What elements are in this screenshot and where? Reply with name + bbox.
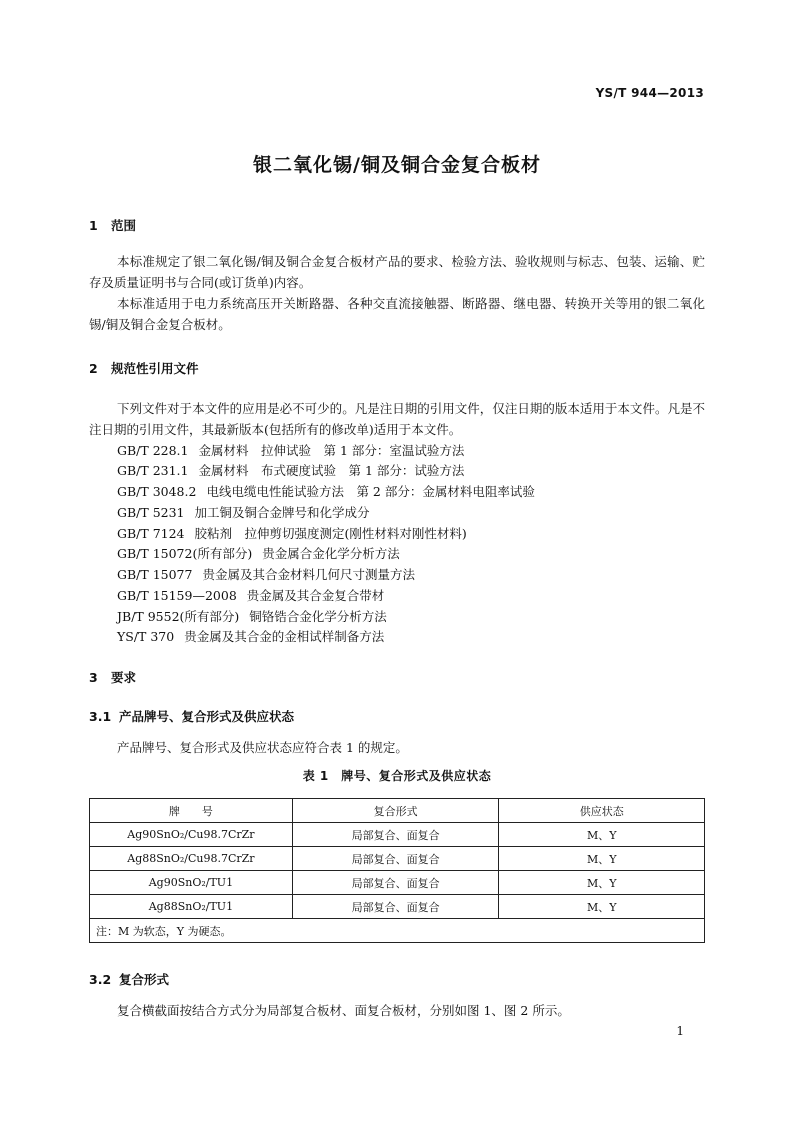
table-cell: Ag90SnO₂/TU1: [90, 871, 293, 895]
references-intro: 下列文件对于本文件的应用是必不可少的。凡是注日期的引用文件，仅注日期的版本适用于本文件。凡是不注日期的引用文件，其最新版本(包括所有的修改单)适用于本文件。: [89, 401, 705, 437]
table-row: [90, 871, 705, 895]
reference-code: GB/T 15077: [117, 567, 193, 582]
reference-item: [117, 523, 467, 544]
table-cell: M、Y: [499, 895, 705, 919]
reference-item: [117, 585, 384, 606]
reference-item: [117, 440, 464, 461]
reference-title: 贵金属及其合金的金相试样制备方法: [184, 629, 385, 644]
reference-code: GB/T 5231: [117, 505, 185, 520]
reference-code: GB/T 15072(所有部分): [117, 546, 253, 561]
reference-code: GB/T 231.1: [117, 463, 189, 478]
reference-code: GB/T 228.1: [117, 443, 189, 458]
table-cell: 局部复合、面复合: [292, 847, 499, 871]
table-cell: M、Y: [499, 871, 705, 895]
table-cell: Ag90SnO₂/Cu98.7CrZr: [90, 823, 293, 847]
table-cell: 局部复合、面复合: [292, 823, 499, 847]
table-row: [90, 895, 705, 919]
reference-item: [117, 606, 387, 627]
standard-code: YS/T 944—2013: [595, 86, 704, 100]
scope-paragraph-1: 本标准规定了银二氧化锡/铜及铜合金复合板材产品的要求、检验方法、验收规则与标志、包装、运输、贮存及质量证明书与合同(或订货单)内容。: [89, 254, 705, 290]
reference-code: GB/T 15159—2008: [117, 588, 237, 603]
subsection-3-1-heading: [89, 707, 294, 725]
reference-title: 电线电缆电性能试验方法 第 2 部分：金属材料电阻率试验: [206, 484, 535, 499]
reference-title: 胶粘剂 拉伸剪切强度测定(刚性材料对刚性材料): [194, 526, 467, 541]
reference-code: JB/T 9552(所有部分): [117, 609, 240, 624]
column-header: 牌 号: [90, 799, 293, 823]
reference-code: GB/T 3048.2: [117, 484, 197, 499]
section-number: 2: [89, 361, 98, 376]
reference-code: GB/T 7124: [117, 526, 185, 541]
reference-item: [117, 543, 400, 564]
reference-title: 金属材料 拉伸试验 第 1 部分：室温试验方法: [198, 443, 465, 458]
section-title: 规范性引用文件: [111, 361, 199, 376]
table-cell: M、Y: [499, 823, 705, 847]
table-cell: 局部复合、面复合: [292, 895, 499, 919]
table-note: 注：M 为软态，Y 为硬态。: [90, 919, 705, 943]
subsection-title: 复合形式: [119, 972, 170, 987]
grade-table: [89, 798, 705, 943]
column-header: 复合形式: [292, 799, 499, 823]
section-1-heading: [89, 216, 136, 234]
subsection-number: 3.2: [89, 972, 112, 987]
section-2-heading: [89, 359, 199, 377]
subsection-3-2-heading: [89, 970, 169, 988]
table-cell: Ag88SnO₂/Cu98.7CrZr: [90, 847, 293, 871]
subsection-3-2-text: 复合横截面按结合方式分为局部复合板材、面复合板材，分别如图 1、图 2 所示。: [117, 1003, 570, 1018]
scope-paragraph-2: 本标准适用于电力系统高压开关断路器、各种交直流接触器、断路器、继电器、转换开关等用的银二氧化锡/铜及铜合金复合板材。: [89, 296, 705, 332]
table-cell: Ag88SnO₂/TU1: [90, 895, 293, 919]
document-title: 银二氧化锡/铜及铜合金复合板材: [253, 154, 541, 176]
reference-title: 贵金属及其合金材料几何尺寸测量方法: [202, 567, 415, 582]
reference-title: 贵金属合金化学分析方法: [262, 546, 400, 561]
section-title: 要求: [111, 670, 137, 685]
table-row: [90, 847, 705, 871]
reference-item: [117, 626, 384, 647]
reference-title: 铜铬锆合金化学分析方法: [249, 609, 387, 624]
table-cell: M、Y: [499, 847, 705, 871]
table-caption: 表 1 牌号、复合形式及供应状态: [302, 769, 492, 783]
reference-title: 贵金属及其合金复合带材: [246, 588, 385, 603]
column-header: 供应状态: [499, 799, 705, 823]
reference-title: 加工铜及铜合金牌号和化学成分: [194, 505, 370, 520]
section-title: 范围: [111, 218, 137, 233]
section-number: 3: [89, 670, 98, 685]
reference-item: [117, 481, 535, 502]
subsection-title: 产品牌号、复合形式及供应状态: [119, 709, 295, 724]
table-note-row: [90, 919, 705, 943]
table-row: [90, 823, 705, 847]
subsection-number: 3.1: [89, 709, 112, 724]
reference-item: [117, 460, 464, 481]
reference-item: [117, 564, 415, 585]
section-number: 1: [89, 218, 98, 233]
subsection-3-1-text: 产品牌号、复合形式及供应状态应符合表 1 的规定。: [117, 740, 408, 755]
reference-code: YS/T 370: [117, 629, 175, 644]
page-number: 1: [676, 1024, 684, 1038]
table-header-row: [90, 799, 705, 823]
reference-item: [117, 502, 370, 523]
table-cell: 局部复合、面复合: [292, 871, 499, 895]
reference-title: 金属材料 布式硬度试验 第 1 部分：试验方法: [198, 463, 465, 478]
section-3-heading: [89, 668, 136, 686]
